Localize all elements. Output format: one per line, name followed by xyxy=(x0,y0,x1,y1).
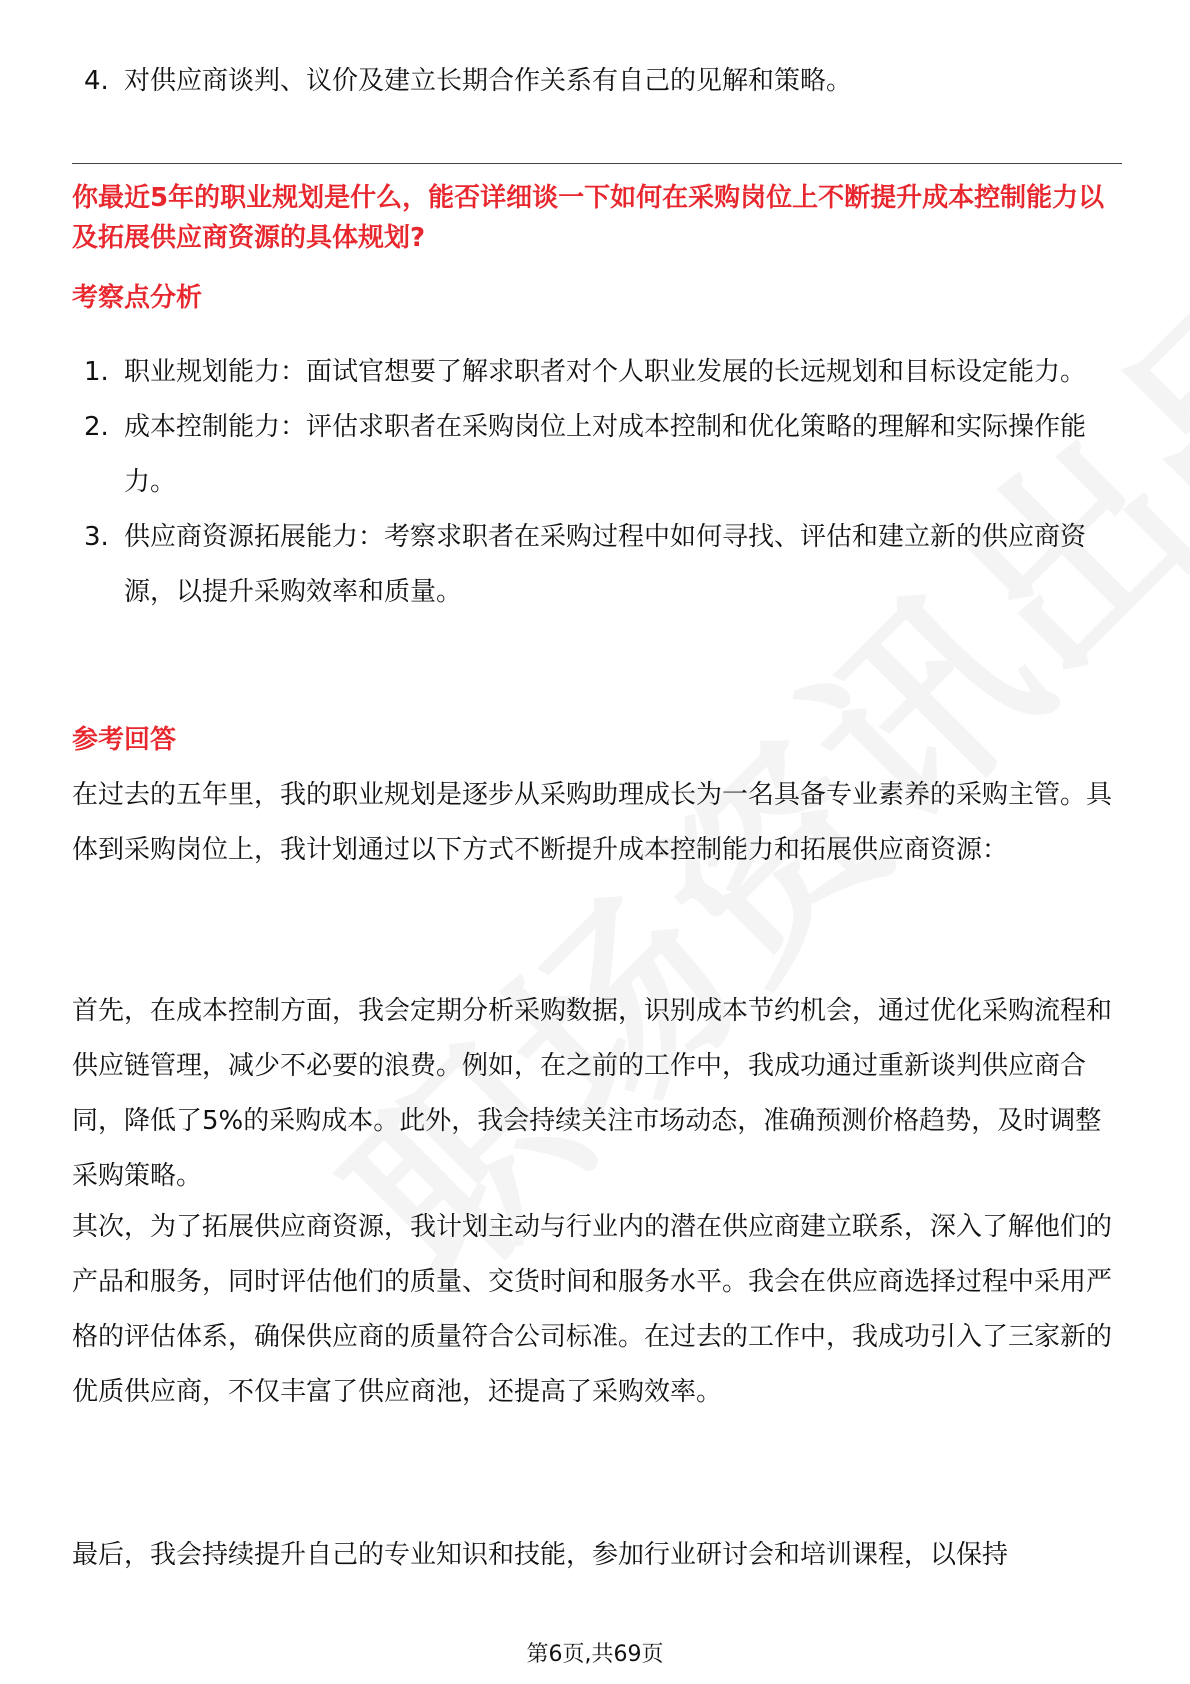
page-footer: 第6页,共69页 xyxy=(526,1642,664,1667)
list-text: 供应商资源拓展能力：考察求职者在采购过程中如何寻找、评估和建立新的供应商资源，以提升采购效率和质量。 xyxy=(124,522,1087,607)
list-number: 2. xyxy=(84,412,109,442)
question-heading: 你最近5年的职业规划是什么，能否详细谈一下如何在采购岗位上不断提升成本控制能力以及拓展供应商资源的具体规划? xyxy=(72,183,1105,253)
answer-paragraph: 其次，为了拓展供应商资源，我计划主动与行业内的潜在供应商建立联系，深入了解他们的产品和服务，同时评估他们的质量、交货时间和服务水平。我会在供应商选择过程中采用严格的评估体系，确保供应商的质量符合公司标准。在过去的工作中，我成功引入了三家新的优质供应商，不仅丰富了供应商池，还提高了采购效率。 xyxy=(72,1212,1113,1407)
list-text: 职业规划能力：面试官想要了解求职者对个人职业发展的长远规划和目标设定能力。 xyxy=(124,357,1087,387)
list-item xyxy=(72,400,1122,510)
list-item xyxy=(72,345,1122,400)
list-number: 4. xyxy=(84,66,109,96)
list-item xyxy=(72,510,1122,620)
answer-paragraph: 首先，在成本控制方面，我会定期分析采购数据，识别成本节约机会，通过优化采购流程和供应链管理，减少不必要的浪费。例如，在之前的工作中，我成功通过重新谈判供应商合同，降低了5%的采购成本。此外，我会持续关注市场动态，准确预测价格趋势，及时调整采购策略。 xyxy=(72,996,1113,1191)
analysis-title: 考察点分析 xyxy=(72,283,203,313)
answer-title: 参考回答 xyxy=(72,725,177,755)
list-number: 3. xyxy=(84,522,109,552)
answer-paragraph: 在过去的五年里，我的职业规划是逐步从采购助理成长为一名具备专业素养的采购主管。具体到采购岗位上，我计划通过以下方式不断提升成本控制能力和拓展供应商资源： xyxy=(72,780,1113,865)
analysis-list xyxy=(72,345,1122,620)
list-text: 对供应商谈判、议价及建立长期合作关系有自己的见解和策略。 xyxy=(124,66,853,96)
section-divider xyxy=(72,163,1122,164)
list-text: 成本控制能力：评估求职者在采购岗位上对成本控制和优化策略的理解和实际操作能力。 xyxy=(124,412,1087,497)
list-item-top xyxy=(72,54,1164,109)
answer-paragraph: 最后，我会持续提升自己的专业知识和技能，参加行业研讨会和培训课程，以保持 xyxy=(72,1540,1009,1570)
list-number: 1. xyxy=(84,357,109,387)
